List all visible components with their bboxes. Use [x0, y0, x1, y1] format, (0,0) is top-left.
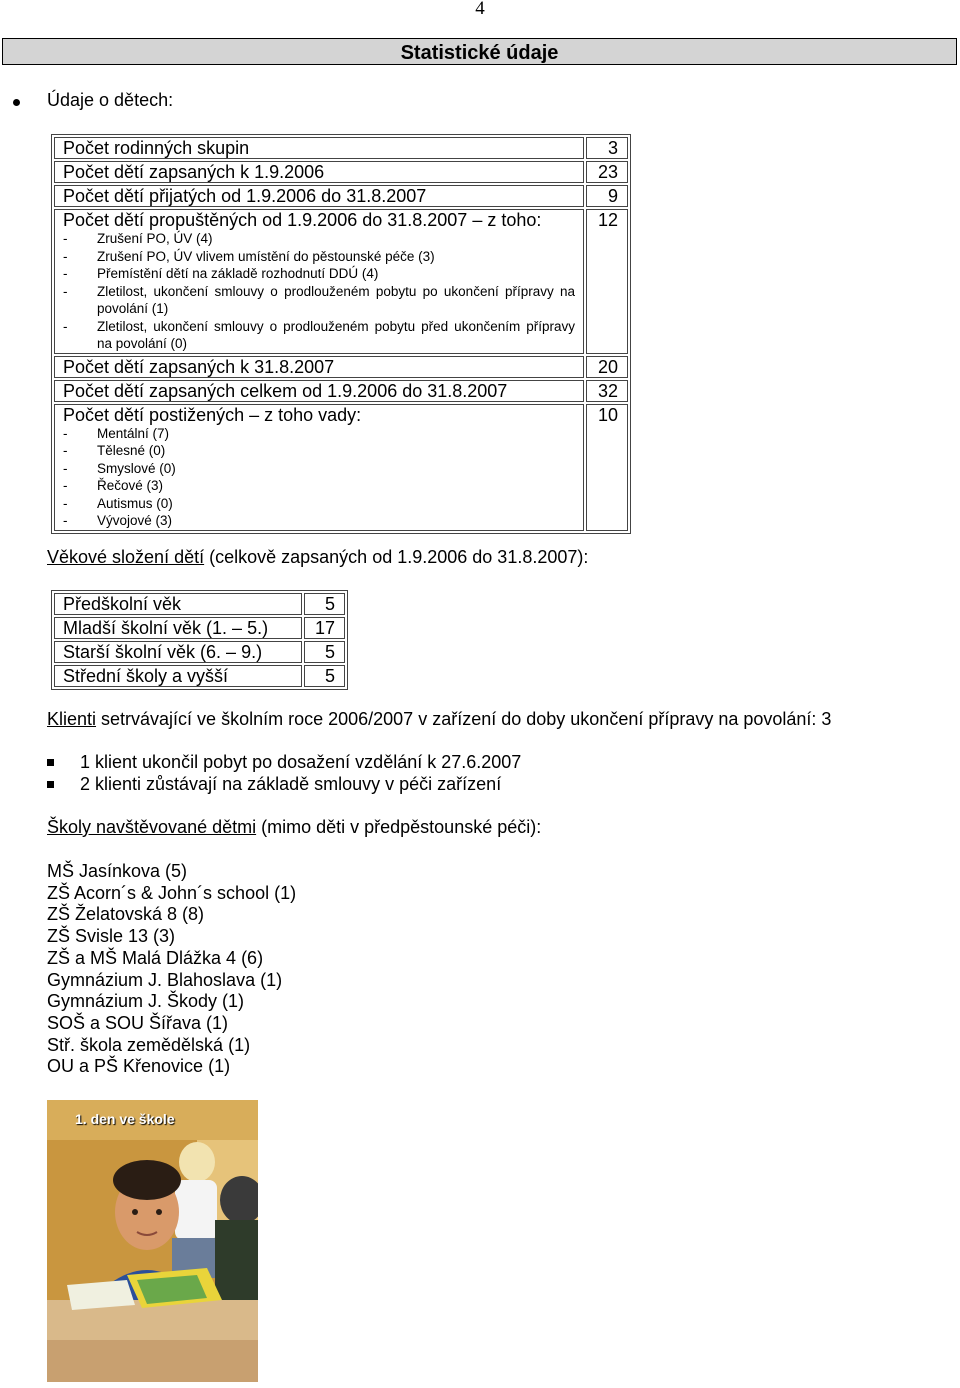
table-row — [54, 665, 345, 687]
photo-illustration — [47, 1100, 258, 1382]
row-label: Počet dětí postižených – z toho vady: — [63, 404, 362, 425]
list-item: - Zletilost, ukončení smlouvy o prodlouženém pobytu před ukončením přípravy na povolání (0) — [63, 318, 575, 351]
list-item: ZŠ Acorn´s & John´s school (1) — [47, 882, 297, 903]
row-value: 5 — [304, 665, 345, 687]
row-with-breakdown — [54, 404, 584, 531]
list-item: 2 klienti zůstávají na základě smlouvy v péči zařízení — [80, 774, 502, 794]
schools-list — [47, 861, 296, 1078]
list-item: ZŠ a MŠ Malá Dlážka 4 (6) — [47, 947, 264, 968]
page-number: 4 — [475, 0, 485, 19]
row-label: Počet dětí zapsaných k 1.9.2006 — [54, 161, 584, 183]
row-value: 17 — [304, 617, 345, 639]
table-row — [54, 404, 628, 531]
breakdown-list — [63, 425, 575, 530]
row-label: Střední školy a vyšší — [54, 665, 302, 687]
list-item: - Přemístění dětí na základě rozhodnutí DDÚ (4) — [63, 266, 379, 281]
table-row — [54, 161, 628, 183]
clients-heading: Klienti setrvávající ve školním roce 2006/2007 v zařízení do doby ukončení přípravy na povolání: 3 — [47, 709, 832, 729]
table-row — [54, 137, 628, 159]
section-heading: Údaje o dětech: — [47, 90, 174, 110]
list-item: - Řečové (3) — [63, 478, 164, 493]
list-item: - Tělesné (0) — [63, 443, 166, 458]
age-table — [51, 590, 348, 690]
age-heading: Věkové složení dětí (celkově zapsaných od 1.9.2006 do 31.8.2007): — [47, 547, 589, 567]
row-label: Počet rodinných skupin — [54, 137, 584, 159]
list-item: Stř. škola zemědělská (1) — [47, 1034, 251, 1055]
row-label: Počet dětí zapsaných celkem od 1.9.2006 do 31.8.2007 — [54, 380, 584, 402]
row-label: Počet dětí zapsaných k 31.8.2007 — [54, 356, 584, 378]
photo-caption: 1. den ve škole — [75, 1111, 175, 1127]
row-value: 23 — [586, 161, 628, 183]
schools-heading: Školy navštěvované dětmi (mimo děti v předpěstounské péči): — [47, 817, 542, 837]
list-item: - Autismus (0) — [63, 495, 173, 511]
row-label: Starší školní věk (6. – 9.) — [54, 641, 302, 663]
list-item: SOŠ a SOU Šířava (1) — [47, 1012, 229, 1033]
list-item: - Zrušení PO, ÚV (4) — [63, 231, 213, 246]
row-value: 32 — [586, 380, 628, 402]
row-label: Předškolní věk — [54, 593, 302, 615]
bullet-icon — [13, 99, 20, 106]
row-value: 5 — [304, 641, 345, 663]
row-value: 5 — [304, 593, 345, 615]
classroom-photo — [47, 1100, 258, 1382]
list-item: Gymnázium J. Škody (1) — [47, 991, 245, 1012]
children-stats-table — [51, 134, 631, 534]
row-value: 3 — [586, 137, 628, 159]
list-item: - Mentální (7) — [63, 425, 170, 441]
row-label: Počet dětí přijatých od 1.9.2006 do 31.8.2007 — [54, 185, 584, 207]
breakdown-list — [63, 230, 575, 353]
table-row — [54, 380, 628, 402]
list-item: ZŠ Svisle 13 (3) — [47, 926, 176, 947]
row-label: Počet dětí propuštěných od 1.9.2006 do 31.8.2007 – z toho: — [63, 210, 542, 230]
list-item: OU a PŠ Křenovice (1) — [47, 1056, 231, 1077]
list-item: ZŠ Želatovská 8 (8) — [47, 904, 205, 925]
table-row — [54, 209, 628, 354]
table-row — [54, 593, 345, 615]
row-value: 10 — [586, 404, 628, 531]
table-row — [54, 617, 345, 639]
row-value: 12 — [586, 209, 628, 354]
table-row — [54, 641, 345, 663]
list-item: 1 klient ukončil pobyt po dosažení vzdělání k 27.6.2007 — [80, 752, 522, 772]
row-value: 9 — [586, 185, 628, 207]
square-bullet-icon — [47, 759, 54, 766]
row-with-breakdown — [54, 209, 584, 354]
list-item: Gymnázium J. Blahoslava (1) — [47, 969, 283, 990]
list-item: - Zrušení PO, ÚV vlivem umístění do pěstounské péče (3) — [63, 248, 435, 264]
square-bullet-icon — [47, 781, 54, 788]
list-item: MŠ Jasínkova (5) — [47, 861, 188, 881]
table-row — [54, 356, 628, 378]
row-value: 20 — [586, 356, 628, 378]
table-row — [54, 185, 628, 207]
row-label: Mladší školní věk (1. – 5.) — [54, 617, 302, 639]
page-title: Statistické údaje — [2, 38, 957, 65]
list-item: - Zletilost, ukončení smlouvy o prodlouženém pobytu po ukončení přípravy na povolání (1) — [63, 283, 575, 316]
list-item: - Smyslové (0) — [63, 460, 176, 476]
list-item: - Vývojové (3) — [63, 513, 173, 528]
